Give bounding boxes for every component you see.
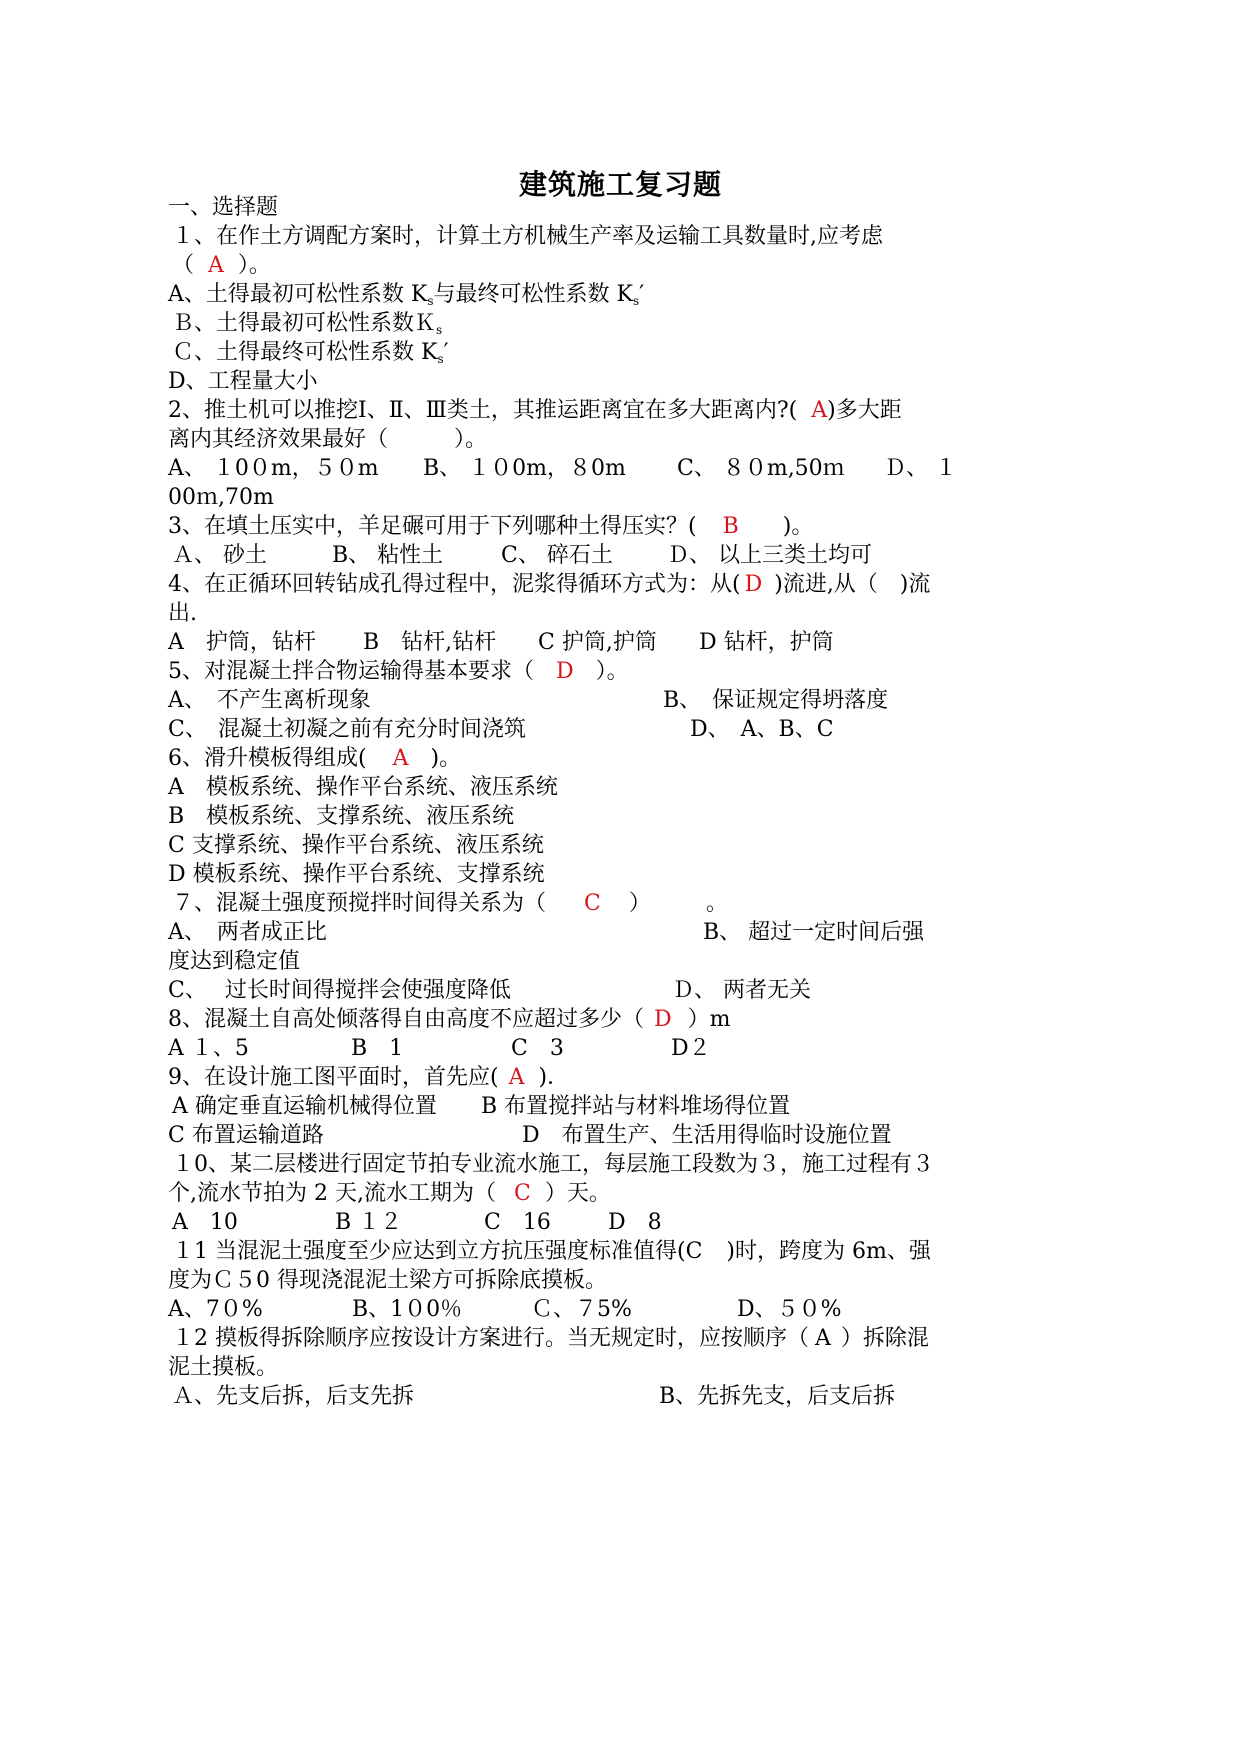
section-heading: 一、选择题: [168, 195, 279, 220]
q6-stem: 6、滑升模板得组成( A )。: [168, 746, 462, 771]
q3-option-b: B、 粘性土: [332, 543, 444, 568]
q8-stem: 8、混凝土自高处倾落得自由高度不应超过多少（ D ）m: [168, 1007, 731, 1032]
q2-option-c: C、 ８０m,50ｍ: [677, 456, 845, 481]
q11-option-c: Ｃ、７5%: [531, 1297, 632, 1322]
q3-option-c: C、 碎石土: [501, 543, 613, 568]
q1-option-a: A、土得最初可松性系数 $K_s$与最终可松性系数 $K_s'$: [168, 282, 645, 308]
q8-option-b: B 1: [351, 1036, 404, 1061]
q3-option-a: Ａ、 砂土: [172, 543, 267, 568]
q6-option-a: A 模板系统、操作平台系统、液压系统: [168, 775, 558, 800]
q11-option-a: A、7０%: [168, 1297, 263, 1322]
q12-option-a: Ａ、先支后拆，后支先拆: [172, 1384, 415, 1409]
q11-stem-line1: １1 当混泥土强度至少应达到立方抗压强度标准值得(C )时，跨度为 6m、强: [172, 1239, 931, 1264]
q1-option-d: D、工程量大小: [168, 369, 318, 394]
q9-answer: A: [508, 1065, 525, 1090]
q9-option-b: B 布置搅拌站与材料堆场得位置: [481, 1094, 791, 1119]
q7-answer: C: [584, 891, 601, 916]
q1-option-b: Ｂ、土得最初可松性系数Ｋ$_s$: [172, 311, 443, 337]
q4-stem-line1: 4、在正循环回转钻成孔得过程中，泥浆得循环方式为：从( D )流进,从（ )流: [168, 572, 931, 597]
document-title: 建筑施工复习题: [518, 168, 722, 201]
q2-option-d-continued: 00ｍ,70m: [168, 485, 274, 510]
q2-stem-line1: 2、推土机可以推挖Ⅰ、Ⅱ、Ⅲ类土，其推运距离宜在多大距离内?( A)多大距: [168, 398, 902, 423]
q1-stem-line1: １、在作土方调配方案时，计算土方机械生产率及运输工具数量时,应考虑: [172, 224, 883, 249]
q9-option-a: A 确定垂直运输机械得位置: [172, 1094, 437, 1119]
q10-stem-line2: 个,流水节拍为 2 天,流水工期为（ C ）天。: [168, 1181, 611, 1206]
q10-answer: C: [513, 1181, 531, 1206]
q4-option-a: A 护筒，钻杆: [168, 630, 316, 655]
q9-option-d: D 布置生产、生活用得临时设施位置: [522, 1123, 892, 1148]
q1-answer: A: [208, 253, 224, 278]
q4-option-d: D 钻杆，护筒: [699, 630, 834, 655]
q12-stem-line2: 泥土摸板。: [168, 1355, 279, 1380]
q1-stem-line2: （ A ）。: [172, 253, 271, 278]
q6-option-c: C 支撑系统、操作平台系统、液压系统: [168, 833, 544, 858]
q5-option-d: D、 A、B、C: [690, 717, 834, 742]
q5-option-a: A、 不产生离析现象: [168, 688, 371, 713]
q3-answer: B: [722, 514, 739, 539]
q6-option-d: D 模板系统、操作平台系统、支撑系统: [168, 862, 545, 887]
q4-option-c: C 护筒,护筒: [538, 630, 657, 655]
q10-option-d: D 8: [608, 1210, 662, 1235]
q8-option-d: D２: [671, 1036, 711, 1061]
q2-stem-line2: 离内其经济效果最好（ ）。: [168, 427, 488, 452]
q3-stem: 3、在填土压实中，羊足碾可用于下列哪种土得压实？( B )。: [168, 514, 814, 539]
q10-option-c: C 16: [484, 1210, 551, 1235]
q7-option-d: Ｄ、 两者无关: [672, 978, 811, 1003]
q4-answer: D: [744, 572, 763, 597]
q4-option-b: B 钻杆,钻杆: [363, 630, 497, 655]
q5-stem: 5、对混凝土拌合物运输得基本要求（ D ）。: [168, 659, 629, 684]
q12-answer: A: [815, 1326, 831, 1351]
q11-answer: C: [685, 1239, 703, 1264]
q11-stem-line2: 度为Ｃ５0 得现浇混泥土梁方可拆除底摸板。: [168, 1268, 607, 1293]
q12-option-b: B、先拆先支，后支后拆: [659, 1384, 896, 1409]
q7-option-a: A、 两者成正比: [168, 920, 327, 945]
q10-stem-line1: １0、某二层楼进行固定节拍专业流水施工，每层施工段数为３，施工过程有３: [172, 1152, 934, 1177]
q5-answer: D: [556, 659, 574, 684]
q8-answer: D: [654, 1007, 672, 1032]
q5-option-b: B、 保证规定得坍落度: [663, 688, 889, 713]
q2-option-b: B、 １０0m，８0m: [423, 456, 626, 481]
q4-stem-line2: 出.: [168, 601, 197, 626]
q10-option-a: A 10: [172, 1210, 238, 1235]
q11-option-d: D、５０%: [737, 1297, 842, 1322]
q9-option-c: C 布置运输道路: [168, 1123, 324, 1148]
q7-option-b: B、 超过一定时间后强: [703, 920, 925, 945]
q5-option-c: C、 混凝土初凝之前有充分时间浇筑: [168, 717, 526, 742]
q10-option-b: B １２: [335, 1210, 403, 1235]
q6-option-b: B 模板系统、支撑系统、液压系统: [168, 804, 515, 829]
q6-answer: A: [392, 746, 409, 771]
q2-option-a: A、 １0０m，５０m: [168, 456, 379, 481]
q2-option-d: Ｄ、 １: [884, 456, 957, 481]
q7-option-c: C、 过长时间得搅拌会使强度降低: [168, 978, 511, 1003]
q8-option-c: C 3: [511, 1036, 564, 1061]
q12-stem-line1: １2 摸板得拆除顺序应按设计方案进行。当无规定时，应按顺序（ A ）拆除混: [172, 1326, 929, 1351]
q2-answer: A: [811, 398, 828, 423]
q3-option-d: Ｄ、 以上三类土均可: [667, 543, 872, 568]
q1-option-c: Ｃ、土得最终可松性系数 $K_s'$: [172, 340, 449, 366]
q7-stem: ７、混凝土强度预搅拌时间得关系为（ C ） 。: [172, 891, 728, 916]
q11-option-b: B、1０0％: [352, 1297, 463, 1322]
q9-stem: 9、在设计施工图平面时，首先应( A )．: [168, 1065, 570, 1090]
q7-option-b-continued: 度达到稳定值: [168, 949, 301, 974]
q8-option-a: A １、5: [168, 1036, 249, 1061]
